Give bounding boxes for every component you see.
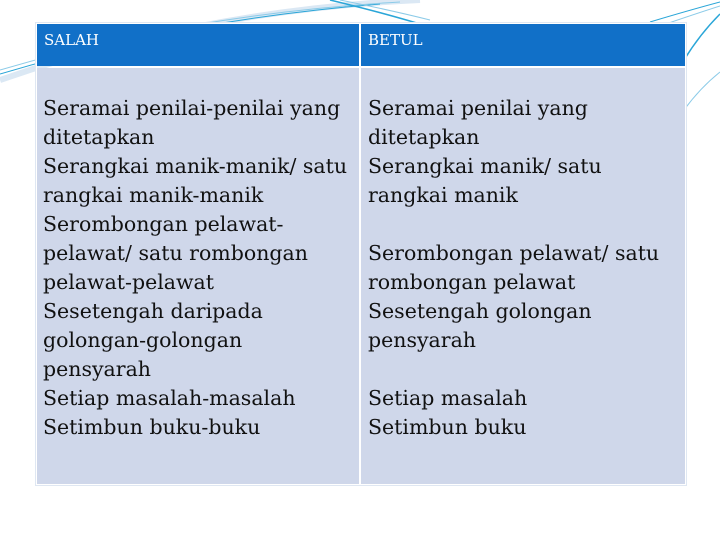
blank-line: [368, 210, 685, 239]
salah-line: pelawat-pelawat: [43, 270, 215, 294]
betul-line: Setimbun buku: [368, 415, 527, 439]
blank-line: [368, 355, 685, 384]
betul-line: rombongan pelawat: [368, 270, 576, 294]
salah-line: pelawat/ satu rombongan: [43, 241, 308, 265]
salah-line: Serombongan pelawat-: [43, 212, 284, 236]
comparison-table: [36, 23, 686, 485]
betul-line: Serangkai manik/ satu: [368, 154, 602, 178]
salah-cell: [37, 68, 359, 484]
salah-line: ditetapkan: [43, 125, 155, 149]
salah-column: [37, 24, 359, 484]
betul-header: BETUL: [361, 24, 685, 66]
betul-line: Serombongan pelawat/ satu: [368, 241, 660, 265]
salah-line: Seramai penilai-penilai yang: [43, 96, 341, 120]
betul-line: rangkai manik: [368, 183, 518, 207]
betul-line: Seramai penilai yang: [368, 96, 588, 120]
betul-cell: [361, 68, 685, 484]
betul-column: [361, 24, 685, 484]
salah-line: rangkai manik-manik: [43, 183, 264, 207]
salah-line: Setimbun buku-buku: [43, 415, 261, 439]
betul-line: pensyarah: [368, 328, 477, 352]
salah-line: Setiap masalah-masalah: [43, 386, 296, 410]
betul-line: ditetapkan: [368, 125, 480, 149]
salah-header: SALAH: [37, 24, 359, 66]
salah-line: pensyarah: [43, 357, 152, 381]
betul-line: Setiap masalah: [368, 386, 528, 410]
salah-line: Sesetengah daripada: [43, 299, 263, 323]
salah-line: golongan-golongan: [43, 328, 243, 352]
betul-line: Sesetengah golongan: [368, 299, 592, 323]
salah-line: Serangkai manik-manik/ satu: [43, 154, 348, 178]
